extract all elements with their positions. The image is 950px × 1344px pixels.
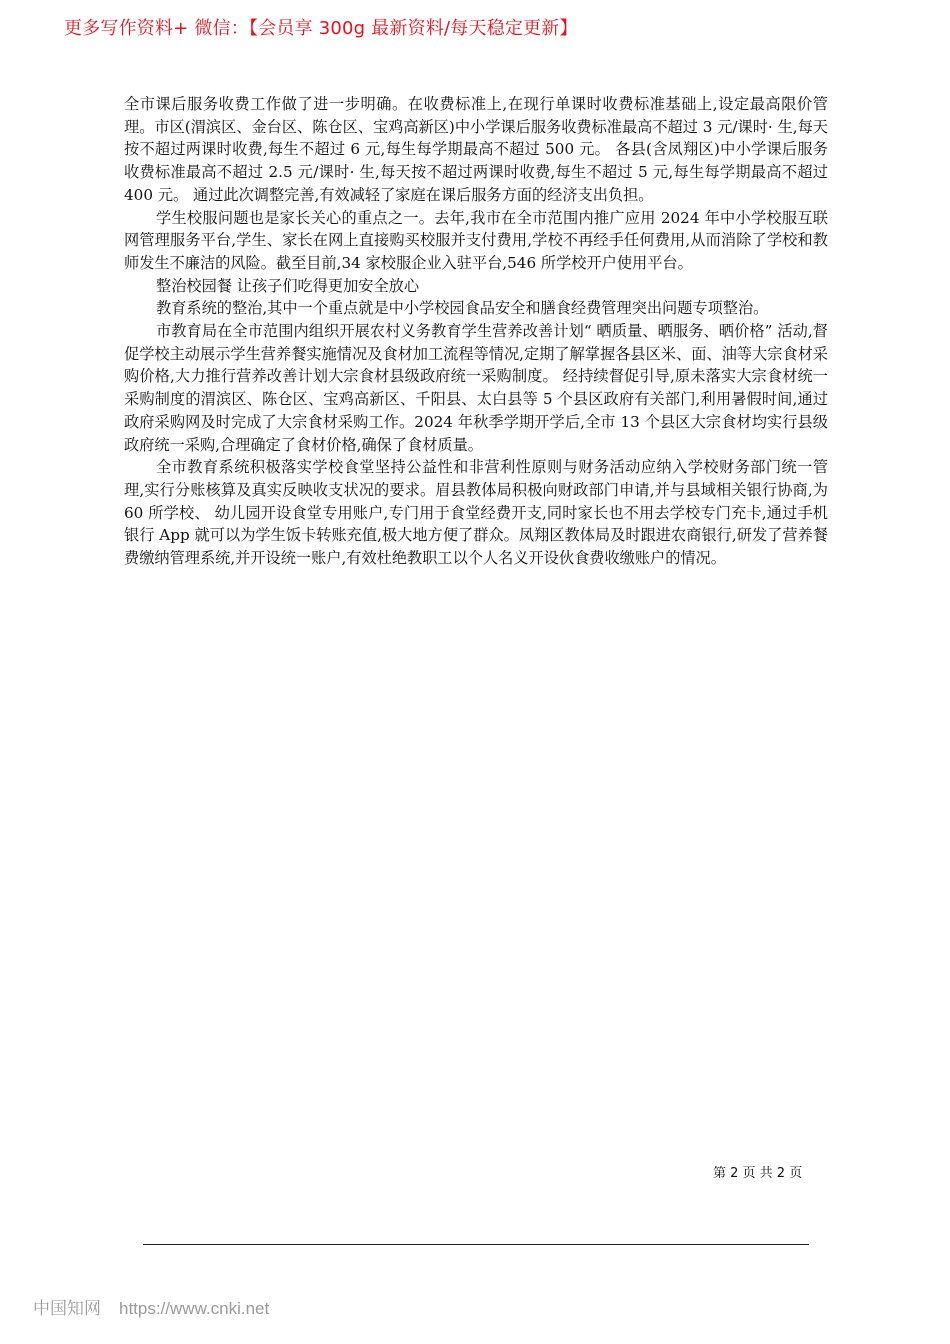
watermark-name: 中国知网 [33,1299,101,1318]
paragraph-food-safety: 教育系统的整治,其中一个重点就是中小学校园食品安全和膳食经费管理突出问题专项整治。 [156,299,769,318]
promo-banner: 更多写作资料+ 微信：【会员享 300g 最新资料/每天稳定更新】 [64,18,578,39]
watermark-url: https://www.cnki.net [119,1299,270,1318]
paragraph-school-uniforms: 学生校服问题也是家长关心的重点之一。去年,我市在全市范围内推广应用 2024 年中小学校服互联网管理服务平台,学生、家长在网上直接购买校服并支付费用,学校不再经手任何费用,从而消除了学校和教师发生不廉洁的风险。截至目前,34 家校服企业入驻平台,546 所学校开户使用平台。 [124,208,828,272]
document-body [124,93,828,570]
paragraph-fee-standards: 全市课后服务收费工作做了进一步明确。在收费标准上,在现行单课时收费标准基础上,设定最高限价管理。市区(渭滨区、金台区、陈仓区、宝鸡高新区)中小学课后服务收费标准最高不超过 3 元/课时· 生,每天按不超过两课时收费,每生不超过 6 元,每生每学期最高不超过 500 元。 各县(含凤翔区)中小学课后服务收费标准最高不超过 2.5 元/课时· 生,每天按不超过两课时收费,每生不超过 5 元,每生每学期最高不超过 400 元。 通过此次调整完善,有效减轻了家庭在课后服务方面的经济支出负担。 [124,95,828,204]
paragraph-nutrition-program: 市教育局在全市范围内组织开展农村义务教育学生营养改善计划“ 晒质量、晒服务、晒价格” 活动,督促学校主动展示学生营养餐实施情况及食材加工流程等情况,定期了解掌握各县区米、面、油等大宗食材采购价格,大力推行营养改善计划大宗食材县级政府统一采购制度。 经持续督促引导,原未落实大宗食材统一采购制度的渭滨区、陈仓区、宝鸡高新区、千阳县、太白县等 5 个县区政府有关部门,利用暑假时间,通过政府采购网及时完成了大宗食材采购工作。2024 年秋季学期开学后,全市 13 个县区大宗食材均实行县级政府统一采购,合理确定了食材价格,确保了食材质量。 [124,322,828,454]
section-heading-school-meals: 整治校园餐 让孩子们吃得更加安全放心 [156,276,420,295]
paragraph-canteen-finance: 全市教育系统积极落实学校食堂坚持公益性和非营利性原则与财务活动应纳入学校财务部门统一管理,实行分账核算及真实反映收支状况的要求。眉县教体局积极向财政部门申请,并与县域相关银行协商,为 60 所学校、 幼儿园开设食堂专用账户,专门用于食堂经费开支,同时家长也不用去学校专门充卡,通过手机银行 App 就可以为学生饭卡转账充值,极大地方便了群众。凤翔区教体局及时跟进农商银行,研发了营养餐费缴纳管理系统,并开设统一账户,有效杜绝教职工以个人名义开设伙食费收缴账户的情况。 [124,458,828,568]
source-watermark [33,1294,269,1319]
page-indicator: 第 2 页 共 2 页 [713,1166,803,1181]
footer-divider [143,1244,809,1245]
